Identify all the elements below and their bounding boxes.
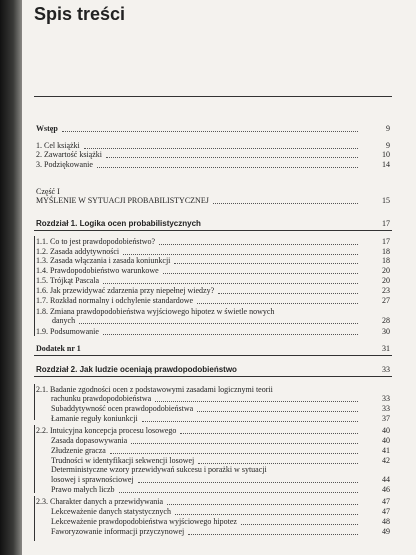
dot-leader — [175, 514, 358, 516]
dot-leader — [142, 421, 358, 423]
ch1-item-page: 23 — [382, 286, 390, 295]
part-label: Część I — [36, 187, 60, 196]
dot-leader — [97, 167, 358, 169]
ch2-item-page: 46 — [382, 485, 390, 494]
dot-leader — [213, 203, 358, 205]
ch1-item-page: 30 — [382, 327, 390, 336]
appendix-rule — [34, 355, 392, 356]
chapter-heading: Rozdział 1. Logika ocen probabilistycznych — [36, 219, 201, 228]
ch2-item: losowej i sprawnościowej — [51, 475, 134, 484]
ch2-item: Zasada dopasowywania — [51, 436, 128, 445]
intro-heading: Wstęp — [36, 124, 58, 133]
chapter-rule — [34, 230, 392, 231]
ch2-item: 2.1. Badanie zgodności ocen z podstawowymi zasadami logicznymi teorii — [36, 385, 273, 394]
ch1-item: 1.3. Zasada włączania i zasada koniunkcji — [36, 256, 171, 265]
intro-item: 3. Podziękowanie — [36, 160, 93, 169]
section-bracket — [34, 425, 35, 493]
ch2-item-page: 40 — [382, 426, 390, 435]
ch2-item: Subaddytywność ocen prawdopodobieństwa — [51, 404, 194, 413]
dot-leader — [62, 131, 358, 133]
dot-leader — [103, 334, 358, 336]
page-title: Spis treści — [34, 4, 126, 24]
ch2-item-page: 42 — [382, 456, 390, 465]
dot-leader — [131, 443, 358, 445]
ch2-item-page: 40 — [382, 436, 390, 445]
ch1-item: 1.9. Podsumowanie — [36, 327, 99, 336]
ch2-item: Faworyzowanie informacji przyczynowej — [51, 527, 185, 536]
dot-leader — [84, 148, 358, 150]
ch2-item-page: 47 — [382, 507, 390, 516]
chapter-rule — [34, 376, 392, 377]
section-bracket — [34, 384, 35, 420]
dot-leader — [138, 482, 358, 484]
dot-leader — [155, 401, 358, 403]
dot-leader — [79, 323, 358, 325]
ch2-item: rachunku prawdopodobieństwa — [51, 394, 152, 403]
ch1-item-page: 17 — [382, 237, 390, 246]
intro-item-page: 14 — [382, 160, 390, 169]
ch1-item: 1.1. Co to jest prawdopodobieństwo? — [36, 237, 156, 246]
ch2-item-page: 47 — [382, 497, 390, 506]
ch1-item: 1.6. Jak przewidywać zdarzenia przy niepełnej wiedzy? — [36, 286, 215, 295]
section-bracket — [34, 236, 35, 336]
chapter-heading: Rozdział 2. Jak ludzie oceniają prawdopodobieństwo — [36, 365, 237, 374]
ch2-item-page: 49 — [382, 527, 390, 536]
appendix-heading-page: 31 — [382, 344, 390, 353]
dot-leader — [110, 453, 358, 455]
dot-leader — [159, 244, 358, 246]
ch2-item-page: 44 — [382, 475, 390, 484]
section-bracket — [34, 496, 35, 541]
ch2-item: 2.2. Intuicyjna koncepcja procesu losowego — [36, 426, 177, 435]
dot-leader — [103, 283, 358, 285]
intro-item-page: 9 — [386, 141, 390, 150]
ch2-item-page: 48 — [382, 517, 390, 526]
part-title: MYŚLENIE W SYTUACJI PROBABILISTYCZNEJ — [36, 196, 209, 205]
ch1-item-page: 20 — [382, 266, 390, 275]
ch2-item: Lekceważenie danych statystycznych — [51, 507, 171, 516]
ch2-item: Deterministyczne wzory przewidywań sukcesu i porażki w sytuacji — [51, 465, 267, 474]
ch2-item: Trudności w identyfikacji sekwencji losowej — [51, 456, 195, 465]
dot-leader — [180, 433, 358, 435]
ch1-item: 1.7. Rozkład normalny i odchylenie standardowe — [36, 296, 194, 305]
title-rule — [34, 96, 392, 97]
ch1-item: 1.2. Zasada addytywności — [36, 247, 120, 256]
ch2-item-page: 37 — [382, 414, 390, 423]
ch2-item: Łamanie reguły koniunkcji — [51, 414, 138, 423]
dot-leader — [197, 411, 358, 413]
dot-leader — [163, 273, 358, 275]
dot-leader — [167, 504, 358, 506]
ch2-item-page: 41 — [382, 446, 390, 455]
ch2-item: Złudzenie gracza — [51, 446, 106, 455]
book-page — [22, 0, 416, 555]
part-title-page: 15 — [382, 196, 390, 205]
ch1-item: 1.8. Zmiana prawdopodobieństwa wyjściowego hipotez w świetle nowych — [36, 307, 275, 316]
ch1-item-page: 27 — [382, 296, 390, 305]
appendix-heading: Dodatek nr 1 — [36, 344, 81, 353]
intro-item: 1. Cel książki — [36, 141, 80, 150]
chapter-heading-page: 33 — [382, 365, 390, 374]
book-gutter-shadow — [0, 0, 22, 555]
ch2-item-page: 33 — [382, 394, 390, 403]
dot-leader — [241, 524, 358, 526]
ch2-item-page: 33 — [382, 404, 390, 413]
ch1-item-page: 18 — [382, 247, 390, 256]
ch1-item: danych — [52, 316, 76, 325]
ch2-item: Lekceważenie prawdopodobieństwa wyjściowego hipotez — [51, 517, 237, 526]
dot-leader — [188, 534, 358, 536]
dot-leader — [197, 303, 358, 305]
ch1-item-page: 20 — [382, 276, 390, 285]
ch1-item-page: 18 — [382, 256, 390, 265]
ch2-item: 2.3. Charakter danych a przewidywania — [36, 497, 164, 506]
ch1-item: 1.4. Prawdopodobieństwo warunkowe — [36, 266, 159, 275]
intro-heading-page: 9 — [386, 124, 390, 133]
dot-leader — [106, 157, 358, 159]
ch1-item: 1.5. Trójkąt Pascala — [36, 276, 100, 285]
dot-leader — [119, 492, 358, 494]
ch2-item: Prawo małych liczb — [51, 485, 115, 494]
ch1-item-page: 28 — [382, 316, 390, 325]
dot-leader — [218, 293, 358, 295]
chapter-heading-page: 17 — [382, 219, 390, 228]
intro-item: 2. Zawartość książki — [36, 150, 102, 159]
dot-leader — [174, 263, 358, 265]
intro-item-page: 10 — [382, 150, 390, 159]
